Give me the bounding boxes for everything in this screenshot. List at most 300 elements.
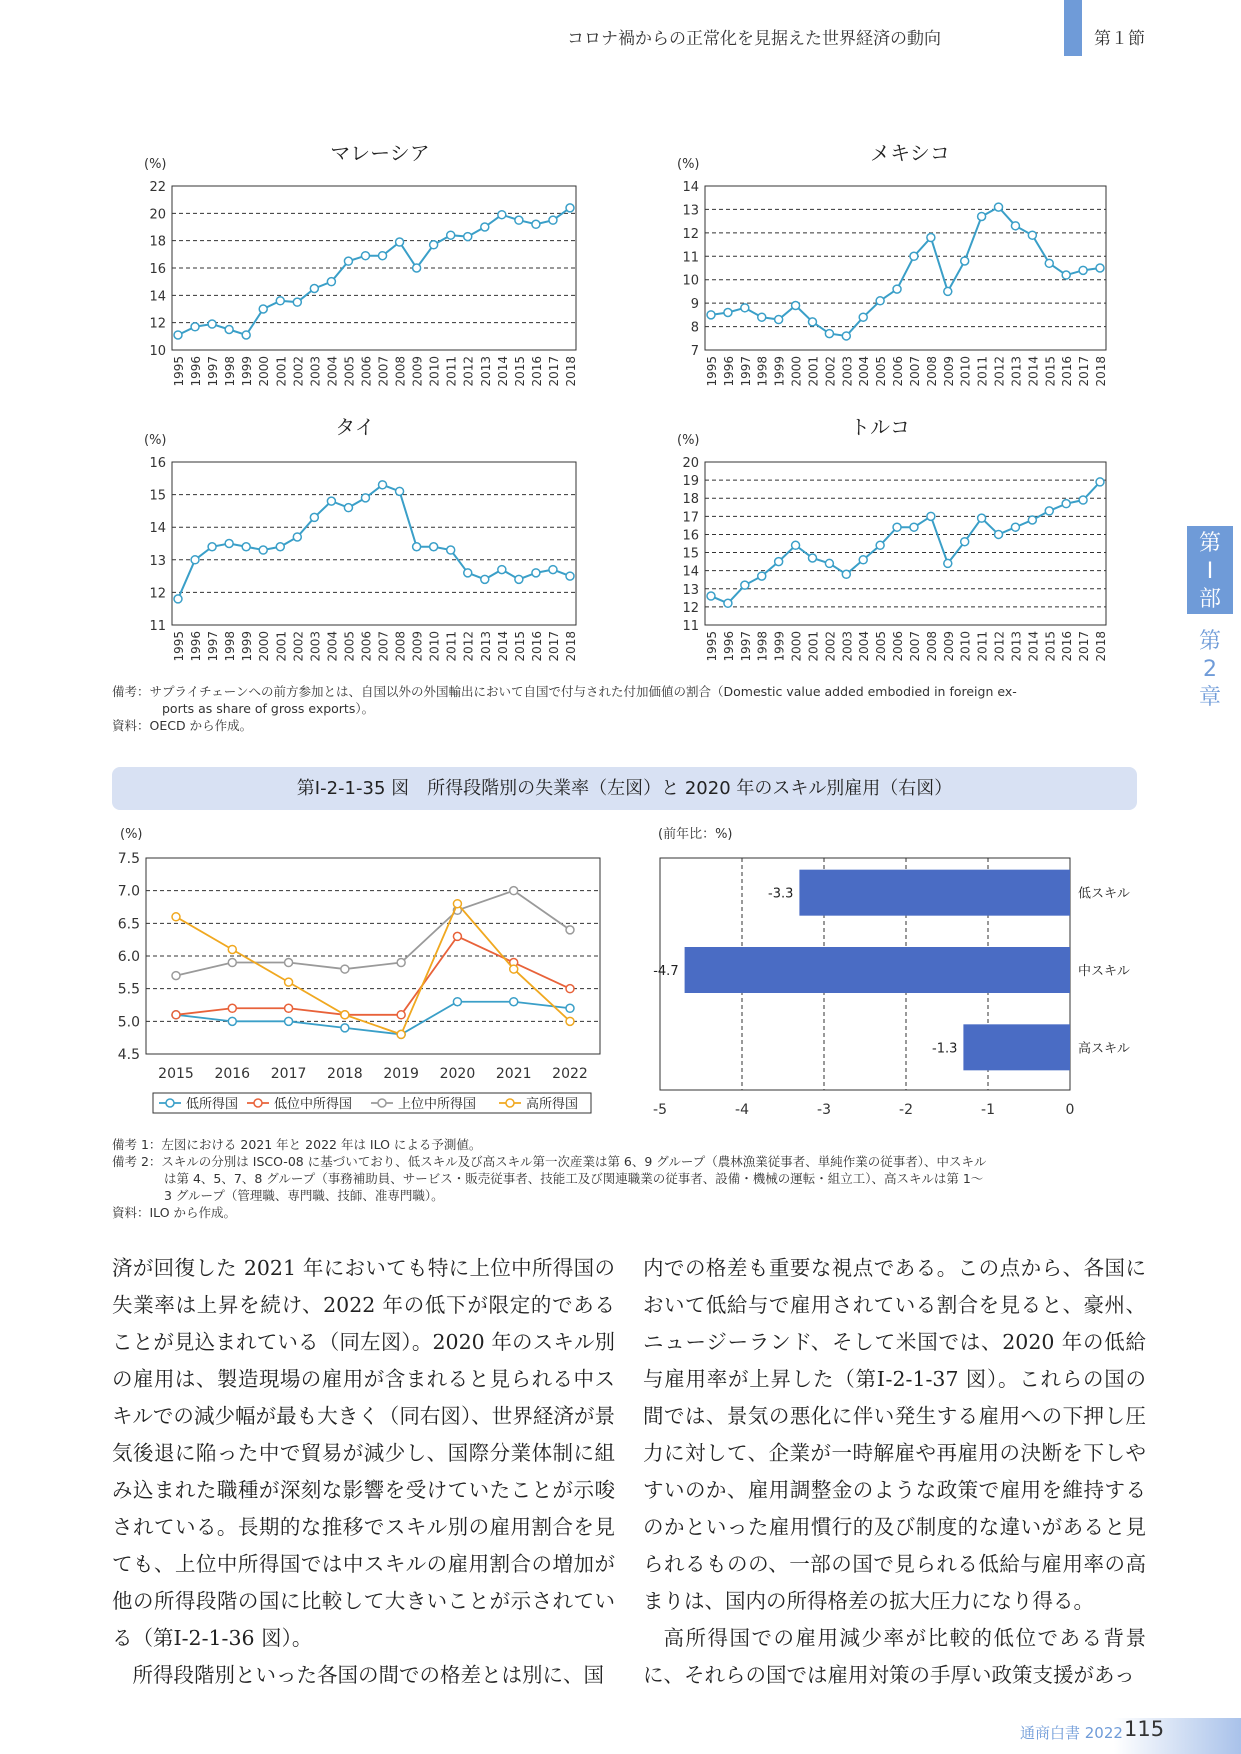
- figure-notes-bottom: [112, 1136, 1142, 1221]
- data-point: [396, 238, 404, 246]
- x-tick-label: 2004: [325, 356, 340, 387]
- data-point: [741, 304, 749, 312]
- x-tick-label: 2012: [461, 631, 476, 662]
- data-point: [808, 318, 816, 326]
- figure-caption: 第Ⅰ-2-1-35 図 所得段階別の失業率（左図）と 2020 年のスキル別雇用（右図）: [112, 767, 1137, 810]
- data-point: [361, 494, 369, 502]
- data-point: [228, 945, 236, 953]
- legend-label: 低位中所得国: [274, 1097, 353, 1112]
- y-tick-label: 12: [149, 316, 166, 332]
- y-tick-label: 18: [149, 234, 166, 250]
- x-tick-label: 2018: [564, 356, 578, 387]
- x-tick-label: 2009: [941, 631, 956, 662]
- data-point: [413, 543, 421, 551]
- data-point: [208, 543, 216, 551]
- x-tick-label: 2017: [546, 356, 561, 387]
- x-tick-label: 2020: [439, 1066, 476, 1082]
- data-point: [285, 1004, 293, 1012]
- data-point: [859, 313, 867, 321]
- data-point: [758, 313, 766, 321]
- data-point: [1011, 222, 1019, 230]
- footer-publication: 通商白書 2022: [1020, 1724, 1123, 1742]
- data-point: [566, 1017, 574, 1025]
- data-point: [707, 311, 715, 319]
- y-tick-label: 4.5: [117, 1047, 140, 1063]
- x-tick-label: 2015: [512, 356, 527, 387]
- data-point: [510, 887, 518, 895]
- x-tick-label: 1999: [240, 631, 255, 662]
- data-point: [549, 216, 557, 224]
- data-point: [510, 965, 518, 973]
- data-point: [172, 1011, 180, 1019]
- x-tick-label: 1997: [206, 631, 221, 662]
- data-point: [453, 932, 461, 940]
- x-tick-label: 2000: [257, 356, 272, 387]
- x-tick-label: 2012: [992, 356, 1007, 387]
- data-label: -1.3: [932, 1041, 958, 1057]
- y-tick-label: 14: [149, 521, 166, 537]
- y-tick-label: 10: [682, 273, 699, 289]
- data-point: [293, 298, 301, 306]
- data-point: [276, 543, 284, 551]
- data-point: [397, 959, 405, 967]
- body-column-left: [112, 1250, 615, 1694]
- plot-frame: [705, 186, 1106, 350]
- y-axis-unit-label: (%): [144, 157, 167, 172]
- legend-swatch-marker: [166, 1099, 174, 1107]
- data-point: [995, 530, 1003, 538]
- data-point: [172, 972, 180, 980]
- x-tick-label: 1996: [721, 356, 736, 387]
- data-point: [758, 572, 766, 580]
- data-point: [276, 297, 284, 305]
- x-tick-label: 2015: [1043, 356, 1058, 387]
- data-point: [413, 264, 421, 272]
- x-tick-label: 2010: [427, 631, 442, 662]
- data-point: [397, 1030, 405, 1038]
- x-tick-label: 2013: [478, 355, 493, 387]
- x-tick-label: 2006: [359, 356, 374, 387]
- side-tab-chapter-char: 2: [1203, 657, 1217, 682]
- chart-title: タイ: [335, 415, 375, 439]
- series-line: [711, 482, 1100, 603]
- x-tick-label: 2016: [1060, 631, 1075, 662]
- x-tick-label: 1999: [240, 356, 255, 387]
- x-tick-label: 2003: [840, 631, 855, 662]
- x-tick-label: 2008: [393, 631, 408, 662]
- y-tick-label: 14: [682, 564, 699, 580]
- x-tick-label: 2001: [806, 631, 821, 662]
- note-line: 備考 1：左図における 2021 年と 2022 年は ILO による予測値。: [112, 1137, 482, 1152]
- data-point: [225, 540, 233, 548]
- series-line: [178, 485, 570, 599]
- x-tick-label: 2011: [975, 631, 990, 662]
- x-tick-label: 2013: [1009, 356, 1024, 387]
- data-point: [808, 554, 816, 562]
- y-axis-unit-label: (前年比：%): [658, 827, 733, 842]
- x-tick-label: 0: [1065, 1102, 1075, 1118]
- data-point: [927, 512, 935, 520]
- x-tick-label: 2003: [308, 631, 323, 662]
- y-tick-label: 12: [682, 226, 699, 242]
- x-tick-label: 2022: [552, 1066, 588, 1082]
- legend-swatch-marker: [254, 1099, 262, 1107]
- data-point: [995, 203, 1003, 211]
- running-header-section: 第１節: [1094, 29, 1145, 49]
- x-tick-label: 2016: [529, 631, 544, 662]
- data-point: [1062, 271, 1070, 279]
- data-point: [910, 523, 918, 531]
- y-tick-label: 12: [682, 600, 699, 616]
- y-tick-label: 15: [149, 488, 166, 504]
- x-tick-label: 2016: [529, 356, 544, 387]
- data-point: [1079, 496, 1087, 504]
- data-point: [876, 541, 884, 549]
- x-tick-label: 2002: [823, 356, 838, 387]
- y-tick-label: 5.0: [117, 1014, 140, 1031]
- body-paragraph: 高所得国での雇用減少率が比較的低位である背景に、それらの国では雇用対策の手厚い政策支援があっ: [643, 1626, 1146, 1687]
- data-point: [379, 252, 387, 260]
- data-point: [944, 559, 952, 567]
- x-tick-label: 2000: [789, 356, 804, 387]
- x-tick-label: 1995: [172, 356, 186, 387]
- x-tick-label: 2018: [327, 1066, 363, 1082]
- x-tick-label: 2004: [857, 631, 872, 662]
- x-tick-label: 1998: [223, 631, 238, 662]
- x-tick-label: 2010: [958, 631, 973, 662]
- y-axis-unit-label: (%): [144, 433, 167, 448]
- data-point: [893, 523, 901, 531]
- y-tick-label: 8: [690, 320, 699, 336]
- data-point: [396, 487, 404, 495]
- y-tick-label: 12: [149, 586, 166, 602]
- data-point: [510, 998, 518, 1006]
- data-point: [978, 514, 986, 522]
- data-point: [978, 212, 986, 220]
- x-tick-label: 1999: [772, 631, 787, 662]
- data-point: [1079, 266, 1087, 274]
- x-tick-label: 1997: [738, 356, 753, 387]
- chart-title: マレーシア: [330, 141, 430, 165]
- x-tick-label: 2001: [274, 356, 289, 387]
- x-tick-label: -5: [653, 1102, 667, 1118]
- x-tick-label: 2010: [958, 356, 973, 387]
- x-tick-label: 1995: [172, 631, 186, 662]
- data-point: [498, 566, 506, 574]
- x-tick-label: 2011: [975, 356, 990, 387]
- x-tick-label: 2006: [891, 356, 906, 387]
- y-tick-label: 22: [149, 180, 166, 195]
- data-point: [566, 985, 574, 993]
- y-tick-label: 18: [682, 492, 699, 508]
- data-point: [961, 257, 969, 265]
- y-tick-label: 13: [149, 553, 166, 569]
- data-point: [481, 223, 489, 231]
- x-tick-label: 2002: [291, 631, 306, 662]
- side-tab-part-char: Ⅰ: [1206, 559, 1214, 584]
- x-tick-label: 1996: [189, 631, 204, 662]
- x-tick-label: 2008: [924, 356, 939, 387]
- data-point: [327, 278, 335, 286]
- x-tick-label: 1995: [705, 631, 719, 662]
- plot-frame: [705, 462, 1106, 625]
- x-tick-label: 2005: [342, 631, 357, 662]
- data-point: [453, 998, 461, 1006]
- x-tick-label: 2001: [274, 631, 289, 662]
- x-tick-label: 2005: [874, 631, 889, 662]
- x-tick-label: 2012: [461, 356, 476, 387]
- x-tick-label: -1: [981, 1102, 995, 1118]
- data-point: [430, 543, 438, 551]
- body-column-right: [643, 1250, 1146, 1694]
- side-tab-part-char: 第: [1198, 531, 1221, 556]
- data-point: [174, 331, 182, 339]
- legend-swatch-marker: [506, 1099, 514, 1107]
- note-line: 資料：ILO から作成。: [112, 1205, 237, 1220]
- bar: [799, 870, 1070, 916]
- data-point: [208, 320, 216, 328]
- x-tick-label: 1996: [189, 356, 204, 387]
- x-tick-label: 2006: [359, 631, 374, 662]
- legend-label: 上位中所得国: [398, 1097, 477, 1112]
- data-point: [310, 513, 318, 521]
- chart-title: トルコ: [850, 415, 910, 439]
- data-point: [447, 546, 455, 554]
- data-point: [741, 581, 749, 589]
- x-tick-label: 1995: [705, 356, 719, 387]
- y-tick-label: 20: [682, 456, 699, 471]
- data-point: [430, 241, 438, 249]
- data-point: [344, 504, 352, 512]
- data-point: [464, 233, 472, 241]
- data-point: [944, 287, 952, 295]
- side-tab-chapter-char: 第: [1198, 629, 1221, 654]
- data-point: [515, 216, 523, 224]
- side-tab-part-char: 部: [1198, 587, 1221, 612]
- x-tick-label: 2008: [393, 356, 408, 387]
- x-tick-label: 1998: [223, 356, 238, 387]
- x-tick-label: 2007: [376, 631, 391, 662]
- data-point: [792, 301, 800, 309]
- data-point: [1062, 500, 1070, 508]
- data-point: [327, 497, 335, 505]
- note-line: 備考：サプライチェーンへの前方参加とは、自国以外の外国輸出において自国で付与された付加価値の割合（Domestic value added embodied in foreign ex-: [112, 684, 1017, 699]
- x-tick-label: 2009: [410, 356, 425, 387]
- y-axis-unit-label: (%): [677, 157, 700, 172]
- note-line: は第 4、5、7、8 グループ（事務補助員、サービス・販売従事者、技能工及び関連職業の従事者、設備・機械の運転・組立工）、高スキルは第 1〜: [164, 1171, 984, 1186]
- x-tick-label: 2014: [495, 355, 510, 387]
- data-point: [1096, 478, 1104, 486]
- x-tick-label: 2002: [291, 356, 306, 387]
- x-tick-label: 1998: [755, 356, 770, 387]
- data-point: [310, 285, 318, 293]
- x-tick-label: 2002: [823, 631, 838, 662]
- y-tick-label: 19: [682, 474, 699, 490]
- x-tick-label: 1999: [772, 356, 787, 387]
- bar: [963, 1024, 1070, 1070]
- category-label: 中スキル: [1078, 964, 1130, 979]
- data-point: [566, 204, 574, 212]
- data-point: [228, 959, 236, 967]
- data-point: [1028, 231, 1036, 239]
- data-point: [842, 332, 850, 340]
- data-point: [566, 572, 574, 580]
- x-tick-label: 1998: [755, 631, 770, 662]
- data-point: [341, 1011, 349, 1019]
- data-point: [724, 309, 732, 317]
- x-tick-label: 2018: [564, 631, 578, 662]
- data-point: [1028, 516, 1036, 524]
- data-point: [825, 330, 833, 338]
- legend-label: 低所得国: [186, 1097, 239, 1112]
- data-point: [775, 316, 783, 324]
- x-tick-label: 2013: [478, 631, 493, 662]
- x-tick-label: 2019: [383, 1066, 419, 1082]
- data-point: [285, 1017, 293, 1025]
- y-axis-unit-label: (%): [677, 433, 700, 448]
- data-label: -4.7: [653, 964, 679, 979]
- data-point: [341, 1024, 349, 1032]
- data-point: [397, 1011, 405, 1019]
- data-point: [724, 599, 732, 607]
- data-point: [532, 569, 540, 577]
- data-label: -3.3: [768, 886, 794, 902]
- data-point: [285, 959, 293, 967]
- x-tick-label: 2014: [495, 631, 510, 662]
- y-tick-label: 11: [682, 250, 699, 266]
- page-number: 115: [1124, 1717, 1165, 1741]
- running-header-title: コロナ禍からの正常化を見据えた世界経済の動向: [567, 29, 941, 49]
- data-point: [228, 1004, 236, 1012]
- x-tick-label: 2017: [546, 631, 561, 662]
- data-point: [498, 211, 506, 219]
- x-tick-label: 2009: [410, 631, 425, 662]
- y-tick-label: 6.5: [117, 916, 140, 933]
- data-point: [259, 305, 267, 313]
- data-point: [225, 326, 233, 334]
- x-tick-label: 2015: [1043, 631, 1058, 662]
- x-tick-label: 2016: [214, 1066, 251, 1082]
- data-point: [532, 220, 540, 228]
- note-line: 資料：OECD から作成。: [112, 718, 253, 733]
- category-label: 高スキル: [1078, 1041, 1130, 1057]
- x-tick-label: 1997: [206, 356, 221, 387]
- data-point: [1045, 507, 1053, 515]
- data-point: [453, 900, 461, 908]
- x-tick-label: 1997: [738, 631, 753, 662]
- data-point: [242, 331, 250, 339]
- y-tick-label: 13: [682, 582, 699, 598]
- x-tick-label: 2000: [257, 631, 272, 662]
- y-tick-label: 7.0: [117, 883, 140, 900]
- data-point: [842, 570, 850, 578]
- y-tick-label: 7.5: [117, 851, 140, 867]
- y-tick-label: 15: [682, 546, 699, 562]
- x-tick-label: 2016: [1060, 356, 1075, 387]
- x-tick-label: 2018: [1094, 356, 1108, 387]
- data-point: [566, 1004, 574, 1012]
- x-tick-label: 2010: [427, 356, 442, 387]
- x-tick-label: 2007: [907, 631, 922, 662]
- x-tick-label: 2015: [512, 631, 527, 662]
- data-point: [792, 541, 800, 549]
- data-point: [1045, 259, 1053, 267]
- x-tick-label: 1996: [721, 631, 736, 662]
- x-tick-label: 2018: [1094, 631, 1108, 662]
- data-point: [174, 595, 182, 603]
- data-point: [549, 566, 557, 574]
- data-point: [910, 252, 918, 260]
- x-tick-label: 2017: [1077, 356, 1092, 387]
- data-point: [447, 231, 455, 239]
- body-paragraph: 内での格差も重要な視点である。この点から、各国において低給与で雇用されている割合を見ると、豪州、ニュージーランド、そして米国では、2020 年の低給与雇用率が上昇した（第Ⅰ-2-1-37 図）。これらの国の間では、景気の悪化に伴い発生する雇用への下押し圧力に対して、企業が一時解雇や再雇用の決断を下しやすいのか、雇用調整金のような政策で雇用を維持するのかといった雇用慣行的及び制度的な違いがあると見られるものの、一部の国で見られる低給与雇用率の高まりは、国内の所得格差の拡大圧力になり得る。: [643, 1256, 1146, 1613]
- x-tick-label: 2011: [444, 356, 459, 387]
- y-tick-label: 16: [682, 528, 699, 544]
- data-point: [191, 556, 199, 564]
- x-tick-label: 2003: [840, 356, 855, 387]
- data-point: [259, 546, 267, 554]
- x-tick-label: 2011: [444, 631, 459, 662]
- data-point: [876, 297, 884, 305]
- x-tick-label: 2014: [1026, 631, 1041, 662]
- x-tick-label: 2003: [308, 356, 323, 387]
- y-tick-label: 16: [149, 262, 166, 277]
- data-point: [707, 592, 715, 600]
- data-point: [1011, 523, 1019, 531]
- data-point: [481, 575, 489, 583]
- y-tick-label: 14: [682, 180, 699, 195]
- figure-notes-top: [112, 683, 1142, 734]
- series-line: [711, 207, 1100, 336]
- x-tick-label: 2014: [1026, 356, 1041, 387]
- data-point: [344, 257, 352, 265]
- x-tick-label: 2013: [1009, 631, 1024, 662]
- x-tick-label: 2000: [789, 631, 804, 662]
- x-tick-label: 2012: [992, 631, 1007, 662]
- x-tick-label: 2021: [495, 1066, 532, 1082]
- x-tick-label: 2009: [941, 356, 956, 387]
- x-tick-label: 2015: [158, 1066, 194, 1082]
- side-tab-chapter-char: 章: [1198, 685, 1221, 710]
- data-point: [893, 285, 901, 293]
- x-tick-label: 2017: [270, 1066, 307, 1082]
- x-tick-label: 2004: [325, 631, 340, 662]
- data-point: [1096, 264, 1104, 272]
- y-tick-label: 9: [690, 297, 699, 313]
- body-paragraph: 済が回復した 2021 年においても特に上位中所得国の失業率は上昇を続け、2022 年の低下が限定的であることが見込まれている（同左図）。2020 年のスキル別の雇用は、製造現場の雇用が含まれると見られる中スキルでの減少幅が最も大きく（同右図）、世界経済が景気後退に陥った中で貿易が減少し、国際分業体制に組み込まれた職種が深刻な影響を受けていたことが示唆されている。長期的な推移でスキル別の雇用割合を見ても、上位中所得国では中スキルの雇用割合の増加が他の所得段階の国に比較して大きいことが示されている（第Ⅰ-2-1-36 図）。: [112, 1256, 615, 1650]
- legend-label: 高所得国: [526, 1097, 579, 1112]
- data-point: [566, 926, 574, 934]
- x-tick-label: 2006: [891, 631, 906, 662]
- x-tick-label: 2005: [874, 356, 889, 387]
- data-point: [293, 533, 301, 541]
- x-tick-label: 2008: [924, 631, 939, 662]
- data-point: [172, 913, 180, 921]
- data-point: [285, 978, 293, 986]
- data-point: [191, 323, 199, 331]
- y-tick-label: 16: [149, 456, 166, 471]
- data-point: [361, 252, 369, 260]
- data-point: [242, 543, 250, 551]
- x-tick-label: 2007: [376, 356, 391, 387]
- note-line: 備考 2：スキルの分別は ISCO-08 に基づいており、低スキル及び高スキル第一次産業は第 6、9 グループ（農林漁業従事者、単純作業の従事者）、中スキル: [112, 1154, 987, 1169]
- y-tick-label: 17: [682, 510, 699, 526]
- x-tick-label: -3: [817, 1102, 831, 1118]
- y-tick-label: 5.5: [117, 981, 140, 998]
- x-tick-label: 2004: [857, 356, 872, 387]
- note-line: 3 グループ（管理職、専門職、技師、准専門職）。: [164, 1188, 444, 1203]
- y-tick-label: 11: [682, 619, 699, 634]
